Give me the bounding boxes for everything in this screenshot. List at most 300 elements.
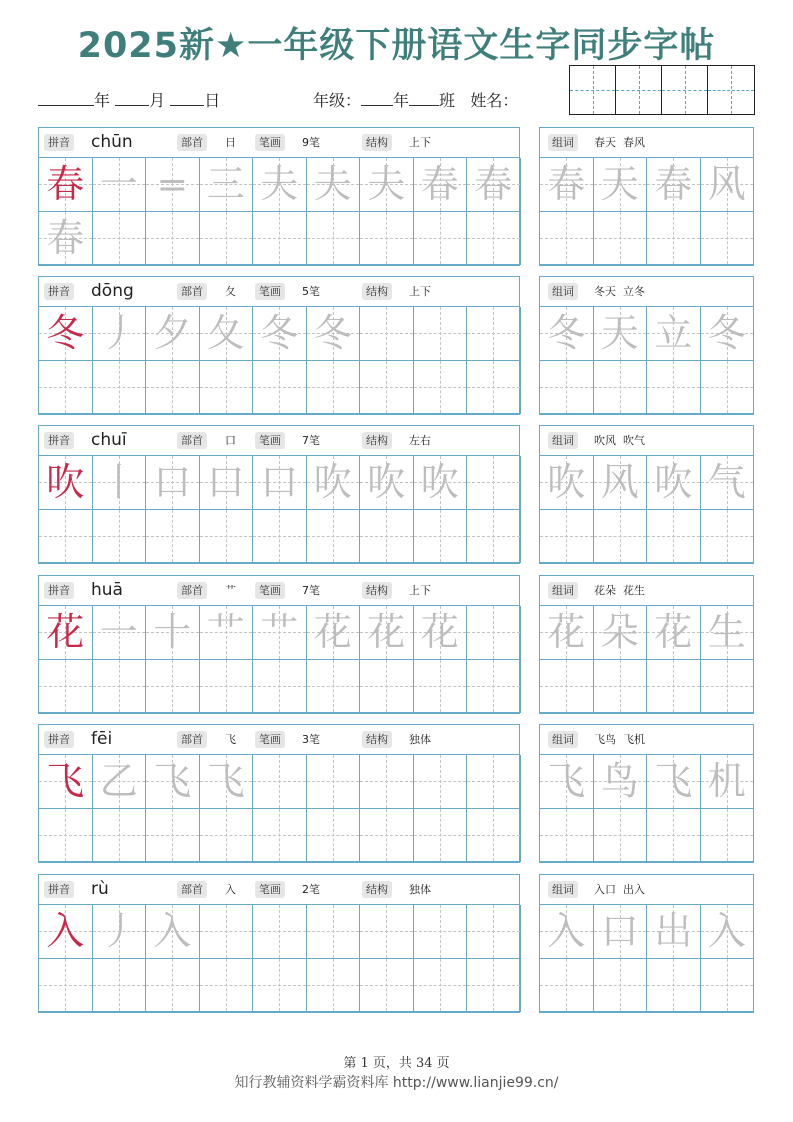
writing-cell[interactable] — [540, 755, 594, 809]
writing-cell[interactable] — [253, 959, 307, 1013]
writing-cell[interactable] — [360, 361, 414, 415]
writing-cell[interactable] — [360, 755, 414, 809]
words-block — [539, 425, 754, 564]
pinyin-tag: 拼音 — [44, 134, 74, 151]
stroke-trace: 丿 — [99, 909, 138, 954]
strokes-tag: 笔画 — [255, 881, 285, 898]
writing-cell[interactable] — [647, 307, 701, 361]
writing-cell[interactable] — [701, 660, 755, 714]
word-character: 花 — [547, 610, 586, 655]
writing-cell[interactable] — [39, 606, 93, 660]
class-blank[interactable] — [409, 91, 439, 106]
grade-label: 年级： — [313, 91, 362, 110]
writing-cell[interactable] — [360, 456, 414, 510]
stroke-trace: 春 — [46, 215, 85, 260]
stroke-trace: 吹 — [313, 460, 352, 505]
words-block — [539, 874, 754, 1013]
pinyin-value: huā — [91, 580, 123, 600]
writing-cell[interactable] — [253, 456, 307, 510]
writing-cell[interactable] — [414, 809, 468, 863]
writing-cell[interactable] — [594, 905, 648, 959]
writing-cell[interactable] — [594, 606, 648, 660]
words-header — [540, 277, 753, 307]
stroke-trace: 口 — [260, 460, 299, 505]
stroke-trace: 花 — [367, 610, 406, 655]
words-block — [539, 724, 754, 863]
strokes-tag: 笔画 — [255, 283, 285, 300]
stroke-trace: 冬 — [313, 311, 352, 356]
words-tag: 组词 — [548, 582, 578, 599]
writing-cell[interactable] — [200, 755, 254, 809]
writing-cell[interactable] — [540, 809, 594, 863]
writing-cell[interactable] — [414, 361, 468, 415]
stroke-trace: 乙 — [99, 759, 138, 804]
writing-cell[interactable] — [594, 158, 648, 212]
stroke-trace: 艹 — [206, 610, 245, 655]
practice-header — [39, 576, 519, 606]
writing-cell[interactable] — [414, 905, 468, 959]
writing-cell[interactable] — [146, 959, 200, 1013]
pinyin-value: chuī — [91, 430, 127, 450]
writing-cell[interactable] — [93, 307, 147, 361]
writing-cell[interactable] — [647, 212, 701, 266]
writing-cell[interactable] — [540, 307, 594, 361]
word-character: 立 — [654, 311, 693, 356]
words-header — [540, 426, 753, 456]
writing-cell[interactable] — [39, 212, 93, 266]
word-character: 口 — [600, 909, 639, 954]
word-character: 鸟 — [600, 759, 639, 804]
writing-cell[interactable] — [414, 606, 468, 660]
writing-cell[interactable] — [93, 809, 147, 863]
words-tag: 组词 — [548, 731, 578, 748]
writing-cell[interactable] — [93, 456, 147, 510]
writing-cell[interactable] — [647, 158, 701, 212]
writing-cell[interactable] — [594, 959, 648, 1013]
strokes-value: 5笔 — [302, 285, 320, 298]
radical-tag: 部首 — [177, 432, 207, 449]
writing-cell[interactable] — [467, 959, 521, 1013]
model-character: 春 — [46, 162, 85, 207]
word-character: 机 — [707, 759, 746, 804]
writing-cell[interactable] — [701, 606, 755, 660]
writing-cell[interactable] — [701, 456, 755, 510]
stroke-trace: 夫 — [367, 162, 406, 207]
radical-value: 日 — [225, 136, 236, 149]
word-character: 冬 — [547, 311, 586, 356]
writing-cell[interactable] — [360, 905, 414, 959]
stroke-trace: 夕 — [153, 311, 192, 356]
words-block — [539, 276, 754, 415]
writing-cell[interactable] — [253, 905, 307, 959]
stroke-trace: 夫 — [260, 162, 299, 207]
writing-cell[interactable] — [467, 809, 521, 863]
writing-cell[interactable] — [200, 606, 254, 660]
writing-cell[interactable] — [93, 606, 147, 660]
name-cell[interactable] — [570, 66, 616, 114]
word-character: 春 — [547, 162, 586, 207]
writing-cell[interactable] — [39, 905, 93, 959]
writing-cell[interactable] — [307, 755, 361, 809]
writing-cell[interactable] — [594, 809, 648, 863]
words-grid — [540, 606, 753, 713]
writing-cell[interactable] — [540, 158, 594, 212]
words-header — [540, 576, 753, 606]
word-character: 吹 — [654, 460, 693, 505]
words-grid — [540, 905, 753, 1012]
name-cell[interactable] — [708, 66, 754, 114]
structure-value: 上下 — [409, 136, 431, 149]
writing-cell[interactable] — [647, 510, 701, 564]
strokes-value: 7笔 — [302, 584, 320, 597]
words-tag: 组词 — [548, 881, 578, 898]
structure-value: 独体 — [409, 733, 431, 746]
writing-cell[interactable] — [467, 606, 521, 660]
writing-cell[interactable] — [540, 606, 594, 660]
words-text: 吹风 吹气 — [594, 434, 645, 447]
word-character: 天 — [600, 162, 639, 207]
writing-cell[interactable] — [146, 755, 200, 809]
writing-cell[interactable] — [414, 959, 468, 1013]
date-line — [38, 88, 220, 111]
writing-cell[interactable] — [701, 361, 755, 415]
practice-block — [38, 425, 520, 564]
strokes-tag: 笔画 — [255, 731, 285, 748]
writing-cell[interactable] — [307, 660, 361, 714]
pinyin-value: dōng — [91, 281, 134, 301]
pinyin-tag: 拼音 — [44, 881, 74, 898]
writing-cell[interactable] — [414, 158, 468, 212]
writing-cell[interactable] — [701, 510, 755, 564]
writing-cell[interactable] — [307, 307, 361, 361]
writing-cell[interactable] — [540, 361, 594, 415]
writing-cell[interactable] — [467, 510, 521, 564]
writing-cell[interactable] — [39, 456, 93, 510]
writing-cell[interactable] — [360, 212, 414, 266]
writing-cell[interactable] — [39, 809, 93, 863]
writing-cell[interactable] — [647, 959, 701, 1013]
structure-tag: 结构 — [362, 134, 392, 151]
practice-header — [39, 277, 519, 307]
writing-cell[interactable] — [540, 660, 594, 714]
writing-cell[interactable] — [146, 456, 200, 510]
stroke-trace: 丿 — [99, 311, 138, 356]
model-character: 冬 — [46, 311, 85, 356]
writing-cell[interactable] — [200, 456, 254, 510]
words-text: 春天 春风 — [594, 136, 645, 149]
words-tag: 组词 — [548, 432, 578, 449]
writing-cell[interactable] — [39, 158, 93, 212]
writing-cell[interactable] — [253, 307, 307, 361]
source-line: 知行教辅资料学霸资料库 http://www.lianjie99.cn/ — [234, 1075, 559, 1091]
writing-cell[interactable] — [647, 606, 701, 660]
practice-grid — [39, 456, 519, 563]
class-label: 班 — [439, 91, 456, 110]
writing-cell[interactable] — [93, 212, 147, 266]
structure-tag: 结构 — [362, 881, 392, 898]
word-character: 入 — [707, 909, 746, 954]
practice-block — [38, 575, 520, 714]
writing-cell[interactable] — [39, 361, 93, 415]
word-character: 冬 — [707, 311, 746, 356]
writing-cell[interactable] — [307, 456, 361, 510]
stroke-trace: 花 — [420, 610, 459, 655]
writing-cell[interactable] — [307, 212, 361, 266]
radical-value: 夂 — [225, 285, 236, 298]
writing-cell[interactable] — [146, 905, 200, 959]
writing-cell[interactable] — [39, 660, 93, 714]
word-character: 风 — [600, 460, 639, 505]
words-header — [540, 725, 753, 755]
writing-cell[interactable] — [307, 606, 361, 660]
writing-cell[interactable] — [467, 456, 521, 510]
writing-cell[interactable] — [414, 212, 468, 266]
practice-block — [38, 724, 520, 863]
words-text: 花朵 花生 — [594, 584, 645, 597]
writing-cell[interactable] — [594, 212, 648, 266]
radical-value: 入 — [225, 883, 236, 896]
writing-cell[interactable] — [253, 606, 307, 660]
writing-cell[interactable] — [93, 755, 147, 809]
writing-cell[interactable] — [146, 361, 200, 415]
pinyin-tag: 拼音 — [44, 432, 74, 449]
writing-cell[interactable] — [594, 456, 648, 510]
writing-cell[interactable] — [307, 905, 361, 959]
writing-cell[interactable] — [93, 158, 147, 212]
writing-cell[interactable] — [307, 361, 361, 415]
words-block — [539, 127, 754, 266]
writing-cell[interactable] — [701, 158, 755, 212]
writing-cell[interactable] — [414, 307, 468, 361]
writing-cell[interactable] — [360, 510, 414, 564]
writing-cell[interactable] — [647, 755, 701, 809]
writing-cell[interactable] — [93, 660, 147, 714]
word-character: 朵 — [600, 610, 639, 655]
practice-header — [39, 875, 519, 905]
writing-cell[interactable] — [701, 959, 755, 1013]
writing-cell[interactable] — [253, 361, 307, 415]
stroke-trace: 飞 — [206, 759, 245, 804]
words-grid — [540, 456, 753, 563]
model-character: 吹 — [46, 460, 85, 505]
practice-grid — [39, 905, 519, 1012]
words-grid — [540, 755, 753, 862]
stroke-trace: 艹 — [260, 610, 299, 655]
writing-cell[interactable] — [540, 212, 594, 266]
writing-cell[interactable] — [307, 809, 361, 863]
writing-cell[interactable] — [93, 510, 147, 564]
practice-block — [38, 874, 520, 1013]
radical-tag: 部首 — [177, 731, 207, 748]
writing-cell[interactable] — [467, 660, 521, 714]
month-label: 月 — [149, 91, 166, 110]
practice-block — [38, 127, 520, 266]
day-blank[interactable] — [170, 91, 204, 106]
stroke-trace: 花 — [313, 610, 352, 655]
structure-tag: 结构 — [362, 283, 392, 300]
words-text: 入口 出入 — [594, 883, 645, 896]
stroke-trace: 吹 — [420, 460, 459, 505]
writing-cell[interactable] — [93, 959, 147, 1013]
year-blank[interactable] — [38, 91, 94, 106]
writing-cell[interactable] — [307, 959, 361, 1013]
writing-cell[interactable] — [200, 361, 254, 415]
writing-cell[interactable] — [360, 158, 414, 212]
radical-value: 飞 — [225, 733, 236, 746]
strokes-tag: 笔画 — [255, 582, 285, 599]
writing-cell[interactable] — [253, 510, 307, 564]
pinyin-value: fēi — [91, 729, 113, 749]
words-text: 冬天 立冬 — [594, 285, 645, 298]
writing-cell[interactable] — [307, 510, 361, 564]
word-character: 飞 — [547, 759, 586, 804]
page-number: 第 1 页，共 34 页 — [343, 1056, 450, 1071]
writing-cell[interactable] — [701, 905, 755, 959]
writing-cell[interactable] — [467, 755, 521, 809]
strokes-tag: 笔画 — [255, 432, 285, 449]
stroke-trace: 丨 — [99, 460, 138, 505]
writing-cell[interactable] — [360, 606, 414, 660]
writing-cell[interactable] — [93, 361, 147, 415]
writing-cell[interactable] — [146, 809, 200, 863]
writing-cell[interactable] — [467, 158, 521, 212]
month-blank[interactable] — [115, 91, 149, 106]
writing-cell[interactable] — [307, 158, 361, 212]
word-character: 天 — [600, 311, 639, 356]
words-tag: 组词 — [548, 134, 578, 151]
writing-cell[interactable] — [253, 660, 307, 714]
name-grid[interactable] — [569, 65, 755, 115]
writing-cell[interactable] — [200, 510, 254, 564]
writing-cell[interactable] — [253, 158, 307, 212]
writing-cell[interactable] — [146, 158, 200, 212]
practice-grid — [39, 606, 519, 713]
writing-cell[interactable] — [467, 361, 521, 415]
day-label: 日 — [204, 91, 221, 110]
writing-cell[interactable] — [647, 660, 701, 714]
writing-cell[interactable] — [146, 212, 200, 266]
structure-tag: 结构 — [362, 731, 392, 748]
writing-cell[interactable] — [701, 212, 755, 266]
writing-cell[interactable] — [200, 905, 254, 959]
class-line — [313, 88, 518, 111]
word-character: 吹 — [547, 460, 586, 505]
writing-cell[interactable] — [701, 809, 755, 863]
name-label: 姓名： — [470, 91, 519, 110]
word-character: 春 — [654, 162, 693, 207]
name-cell[interactable] — [662, 66, 708, 114]
writing-cell[interactable] — [253, 809, 307, 863]
structure-tag: 结构 — [362, 582, 392, 599]
writing-cell[interactable] — [540, 510, 594, 564]
writing-cell[interactable] — [594, 361, 648, 415]
writing-cell[interactable] — [467, 905, 521, 959]
grade-year-label: 年 — [393, 91, 410, 110]
stroke-trace: 十 — [153, 610, 192, 655]
writing-cell[interactable] — [467, 307, 521, 361]
writing-cell[interactable] — [594, 307, 648, 361]
pinyin-tag: 拼音 — [44, 582, 74, 599]
writing-cell[interactable] — [360, 307, 414, 361]
writing-cell[interactable] — [253, 755, 307, 809]
writing-cell[interactable] — [146, 307, 200, 361]
stroke-trace: 三 — [206, 162, 245, 207]
writing-cell[interactable] — [360, 959, 414, 1013]
model-character: 飞 — [46, 759, 85, 804]
writing-cell[interactable] — [467, 212, 521, 266]
writing-cell[interactable] — [200, 809, 254, 863]
practice-block — [38, 276, 520, 415]
strokes-value: 7笔 — [302, 434, 320, 447]
strokes-tag: 笔画 — [255, 134, 285, 151]
writing-cell[interactable] — [39, 510, 93, 564]
writing-cell[interactable] — [647, 905, 701, 959]
writing-cell[interactable] — [647, 809, 701, 863]
writing-cell[interactable] — [146, 510, 200, 564]
writing-cell[interactable] — [39, 959, 93, 1013]
writing-cell[interactable] — [414, 456, 468, 510]
writing-cell[interactable] — [414, 510, 468, 564]
writing-cell[interactable] — [701, 755, 755, 809]
writing-cell[interactable] — [200, 212, 254, 266]
writing-cell[interactable] — [647, 456, 701, 510]
writing-cell[interactable] — [414, 755, 468, 809]
writing-cell[interactable] — [594, 755, 648, 809]
words-header — [540, 875, 753, 905]
stroke-trace: 口 — [206, 460, 245, 505]
writing-cell[interactable] — [93, 905, 147, 959]
writing-cell[interactable] — [647, 361, 701, 415]
writing-cell[interactable] — [200, 158, 254, 212]
writing-cell[interactable] — [146, 660, 200, 714]
model-character: 花 — [46, 610, 85, 655]
writing-cell[interactable] — [701, 307, 755, 361]
writing-cell[interactable] — [200, 307, 254, 361]
writing-cell[interactable] — [594, 660, 648, 714]
practice-grid — [39, 158, 519, 265]
writing-cell[interactable] — [594, 510, 648, 564]
words-grid — [540, 158, 753, 265]
word-character: 入 — [547, 909, 586, 954]
writing-cell[interactable] — [414, 660, 468, 714]
practice-grid — [39, 755, 519, 862]
stroke-trace: = — [156, 162, 189, 207]
writing-cell[interactable] — [200, 959, 254, 1013]
writing-cell[interactable] — [540, 959, 594, 1013]
radical-tag: 部首 — [177, 283, 207, 300]
name-cell[interactable] — [616, 66, 662, 114]
stroke-trace: 春 — [420, 162, 459, 207]
radical-tag: 部首 — [177, 881, 207, 898]
writing-cell[interactable] — [360, 660, 414, 714]
writing-cell[interactable] — [39, 755, 93, 809]
pinyin-tag: 拼音 — [44, 283, 74, 300]
words-tag: 组词 — [548, 283, 578, 300]
practice-header — [39, 426, 519, 456]
writing-cell[interactable] — [540, 456, 594, 510]
words-grid — [540, 307, 753, 414]
radical-value: 口 — [225, 434, 236, 447]
writing-cell[interactable] — [39, 307, 93, 361]
writing-cell[interactable] — [146, 606, 200, 660]
writing-cell[interactable] — [253, 212, 307, 266]
grade-blank[interactable] — [361, 91, 393, 106]
writing-cell[interactable] — [540, 905, 594, 959]
radical-tag: 部首 — [177, 582, 207, 599]
writing-cell[interactable] — [200, 660, 254, 714]
writing-cell[interactable] — [360, 809, 414, 863]
words-block — [539, 575, 754, 714]
